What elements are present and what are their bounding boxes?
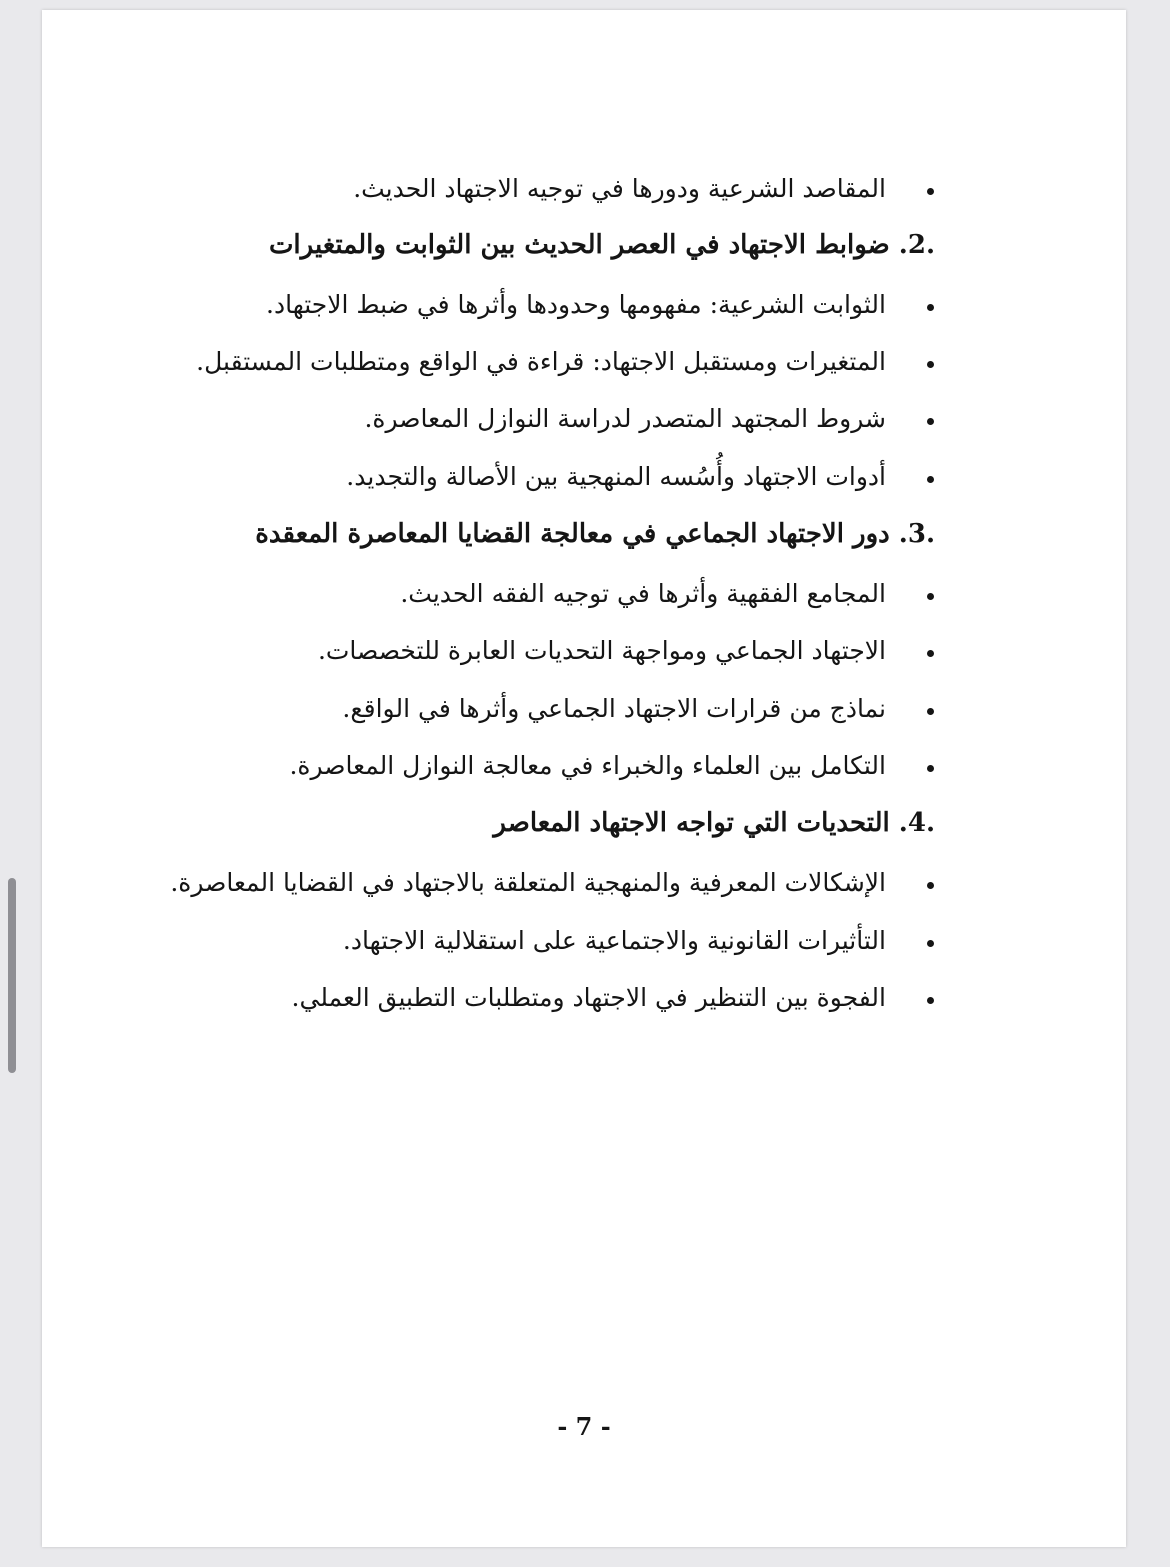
bullet-item: أدوات الاجتهاد وأُسُسه المنهجية بين الأصالة والتجديد. (346, 462, 886, 491)
bullet-icon (927, 361, 934, 368)
bullet-item: المجامع الفقهية وأثرها في توجيه الفقه الحديث. (400, 579, 886, 608)
bullet-item: التكامل بين العلماء والخبراء في معالجة النوازل المعاصرة. (289, 751, 886, 780)
bullet-item: الفجوة بين التنظير في الاجتهاد ومتطلبات التطبيق العملي. (291, 983, 886, 1012)
section-heading: .4. التحديات التي تواجه الاجتهاد المعاصر (493, 808, 935, 838)
page-number: - 7 - (557, 1412, 611, 1441)
bullet-icon (927, 476, 934, 483)
bullet-icon (927, 940, 934, 947)
bullet-icon (927, 997, 934, 1004)
bullet-item: المقاصد الشرعية ودورها في توجيه الاجتهاد الحديث. (353, 174, 886, 203)
bullet-item: نماذج من قرارات الاجتهاد الجماعي وأثرها في الواقع. (342, 694, 886, 723)
bullet-icon (927, 765, 934, 772)
bullet-icon (927, 882, 934, 889)
bullet-item: الثوابت الشرعية: مفهومها وحدودها وأثرها في ضبط الاجتهاد. (266, 290, 886, 319)
vertical-scrollbar[interactable] (8, 878, 16, 1073)
document-page (42, 10, 1126, 1547)
bullet-item: الإشكالات المعرفية والمنهجية المتعلقة بالاجتهاد في القضايا المعاصرة. (170, 868, 886, 897)
bullet-item: التأثيرات القانونية والاجتماعية على استقلالية الاجتهاد. (342, 926, 886, 955)
bullet-icon (927, 188, 934, 195)
bullet-item: شروط المجتهد المتصدر لدراسة النوازل المعاصرة. (364, 404, 886, 433)
bullet-icon (927, 708, 934, 715)
bullet-icon (927, 593, 934, 600)
bullet-icon (927, 304, 934, 311)
page-content (42, 10, 1126, 1547)
section-heading: .3. دور الاجتهاد الجماعي في معالجة القضايا المعاصرة المعقدة (255, 519, 935, 549)
bullet-icon (927, 418, 934, 425)
bullet-item: الاجتهاد الجماعي ومواجهة التحديات العابرة للتخصصات. (317, 636, 886, 665)
section-heading: .2. ضوابط الاجتهاد في العصر الحديث بين الثوابت والمتغيرات (268, 230, 935, 260)
bullet-item: المتغيرات ومستقبل الاجتهاد: قراءة في الواقع ومتطلبات المستقبل. (196, 347, 886, 376)
bullet-icon (927, 650, 934, 657)
